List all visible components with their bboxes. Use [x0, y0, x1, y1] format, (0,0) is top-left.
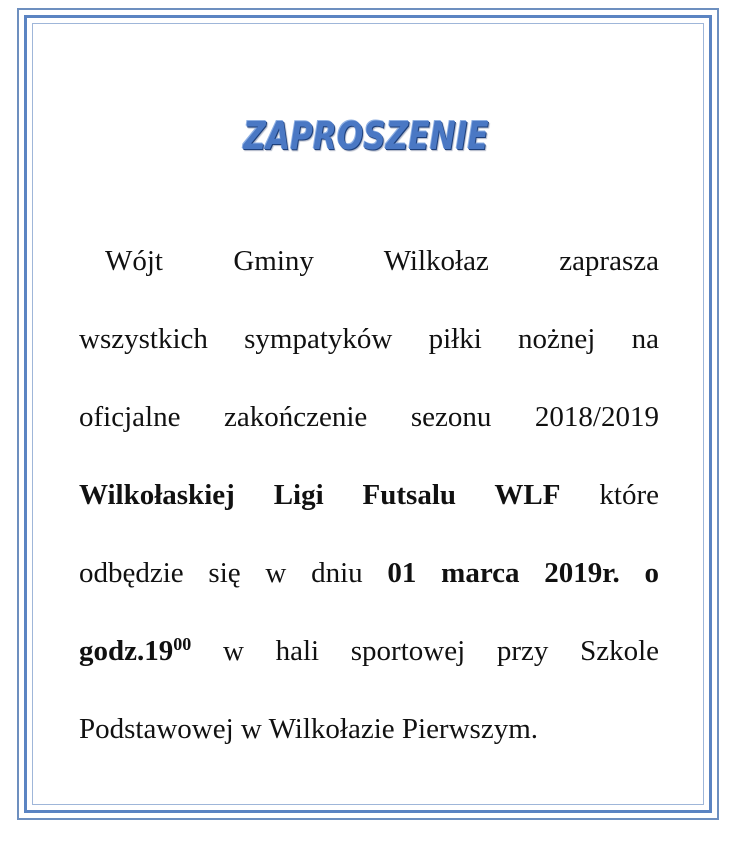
event-date: 01 marca 2019r. o — [387, 557, 659, 589]
event-time — [79, 635, 191, 667]
body-line-7: Podstawowej w Wilkołazie Pierwszym. — [79, 713, 539, 745]
body-line-3: oficjalne zakończenie sezonu 2018/2019 — [79, 401, 659, 433]
body-line-4-rest: które — [560, 479, 659, 511]
invitation-title: ZAPROSZENIE — [243, 114, 489, 158]
league-name: Wilkołaskiej Ligi Futsalu WLF — [79, 479, 561, 511]
body-line-5 — [79, 534, 659, 612]
body-line-6 — [79, 612, 659, 690]
body-line-2: wszystkich sympatyków piłki nożnej na — [79, 323, 659, 355]
body-line-4 — [79, 456, 659, 534]
event-time-minutes: 00 — [173, 634, 192, 654]
event-time-hour: godz.19 — [79, 635, 174, 667]
body-line-5-start: odbędzie się w dniu — [79, 557, 388, 589]
body-line-1: Wójt Gminy Wilkołaz zaprasza — [105, 245, 659, 277]
body-line-6-rest: w hali sportowej przy Szkole — [191, 635, 659, 667]
invitation-body — [79, 222, 659, 768]
